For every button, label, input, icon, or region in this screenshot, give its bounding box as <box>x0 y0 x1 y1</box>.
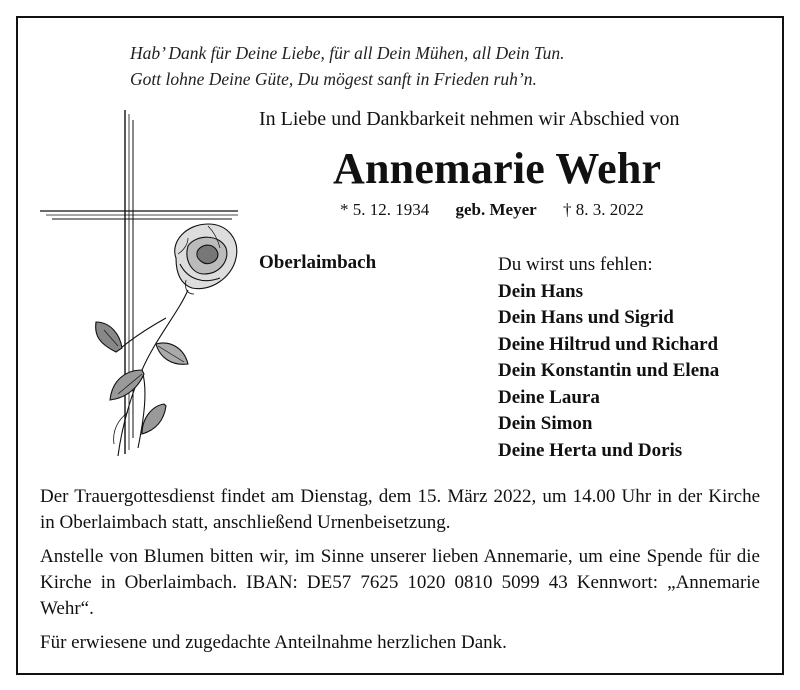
death-date: † 8. 3. 2022 <box>562 200 644 219</box>
farewell-intro: In Liebe und Dankbarkeit nehmen wir Abschied von <box>259 108 680 130</box>
rose-icon <box>96 224 237 456</box>
life-dates <box>340 200 644 220</box>
donation-paragraph: Anstelle von Blumen bitten wir, im Sinne unserer lieben Annemarie, um eine Spende für die Kirche in Oberlaimbach. IBAN: DE57 7625 1020 0810 5099 43 Kennwort: „Annemarie Wehr“. <box>40 546 760 619</box>
family-member: Deine Herta und Doris <box>498 439 683 461</box>
deceased-name: Annemarie Wehr <box>333 144 662 193</box>
birth-date: * 5. 12. 1934 <box>340 200 430 219</box>
funeral-service-paragraph: Der Trauergottesdienst findet am Dienstag, dem 15. März 2022, um 14.00 Uhr in der Kirche in Oberlaimbach statt, anschließend Urnenbeisetzung. <box>40 486 760 533</box>
thanks-paragraph: Für erwiesene und zugedachte Anteilnahme herzlichen Dank. <box>40 632 507 653</box>
cross-and-rose-illustration <box>38 108 238 468</box>
family-lead: Du wirst uns fehlen: <box>498 254 653 275</box>
hometown: Oberlaimbach <box>259 252 377 273</box>
service-details <box>40 484 760 664</box>
family-member: Deine Hiltrud und Richard <box>498 333 719 355</box>
motto-verse <box>130 40 565 92</box>
motto-line-1: Hab’ Dank für Deine Liebe, für all Dein Mühen, all Dein Tun. <box>130 43 565 63</box>
maiden-name: geb. Meyer <box>455 200 537 219</box>
family-member: Dein Simon <box>498 413 593 434</box>
family-list <box>498 252 719 464</box>
family-member: Deine Laura <box>498 386 600 408</box>
family-member: Dein Konstantin und Elena <box>498 360 720 381</box>
motto-line-2: Gott lohne Deine Güte, Du mögest sanft in Frieden ruh’n. <box>130 69 537 89</box>
family-member: Dein Hans und Sigrid <box>498 307 674 328</box>
family-member: Dein Hans <box>498 280 583 302</box>
